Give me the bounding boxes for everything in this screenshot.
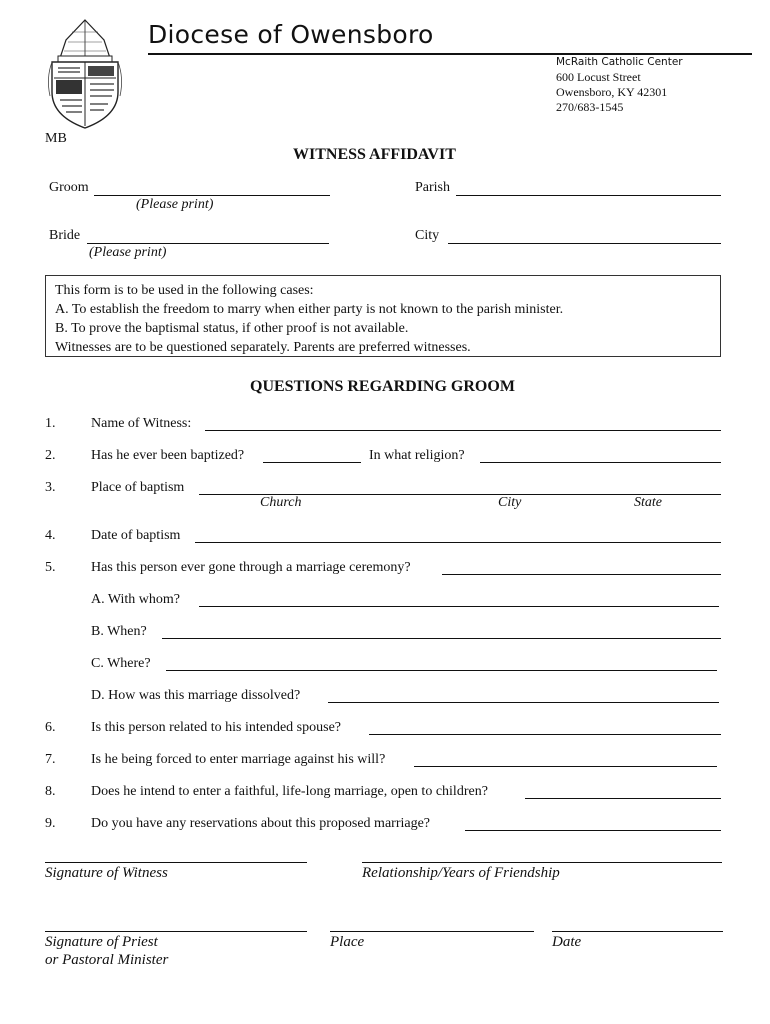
- priest-signature-line[interactable]: [45, 931, 307, 932]
- bride-label: Bride: [49, 228, 81, 243]
- instructions-line: A. To establish the freedom to marry when either party is not known to the parish minister.: [55, 302, 564, 317]
- with-whom-label: A. With whom?: [91, 592, 181, 607]
- address-line: McRaith Catholic Center: [556, 56, 683, 68]
- question-number: 2.: [45, 448, 56, 463]
- state-sublabel: State: [634, 495, 662, 510]
- page-title: Diocese of Owensboro: [148, 20, 434, 49]
- where-label: C. Where?: [91, 656, 151, 671]
- religion-label: In what religion?: [369, 448, 465, 463]
- related-label: Is this person related to his intended spouse?: [91, 720, 342, 735]
- prior-marriage-label: Has this person ever gone through a marriage ceremony?: [91, 560, 411, 575]
- baptism-place-label: Place of baptism: [91, 480, 185, 495]
- forced-label: Is he being forced to enter marriage against his will?: [91, 752, 386, 767]
- forced-field[interactable]: [414, 766, 717, 767]
- parish-field[interactable]: [456, 195, 721, 196]
- please-print-note: (Please print): [136, 197, 214, 212]
- question-number: 1.: [45, 416, 56, 431]
- witness-name-label: Name of Witness:: [91, 416, 192, 431]
- instructions-box: [45, 275, 721, 357]
- intention-label: Does he intend to enter a faithful, life-long marriage, open to children?: [91, 784, 488, 799]
- when-label: B. When?: [91, 624, 147, 639]
- religion-field[interactable]: [480, 462, 721, 463]
- related-field[interactable]: [369, 734, 721, 735]
- date-label: Date: [552, 934, 582, 950]
- intention-field[interactable]: [525, 798, 721, 799]
- address-block: [556, 55, 683, 115]
- witness-signature-line[interactable]: [45, 862, 307, 863]
- question-number: 4.: [45, 528, 56, 543]
- baptism-date-field[interactable]: [195, 542, 721, 543]
- place-line[interactable]: [330, 931, 534, 932]
- prior-marriage-field[interactable]: [442, 574, 721, 575]
- form-code: MB: [45, 131, 67, 146]
- reservations-field[interactable]: [465, 830, 721, 831]
- priest-signature-label: Signature of Priest: [45, 934, 158, 950]
- priest-signature-label-2: or Pastoral Minister: [45, 952, 169, 968]
- address-line: Owensboro, KY 42301: [556, 85, 668, 99]
- relationship-label: Relationship/Years of Friendship: [362, 865, 560, 881]
- address-line: 600 Locust Street: [556, 70, 641, 84]
- instructions-line: Witnesses are to be questioned separately. Parents are preferred witnesses.: [55, 340, 471, 355]
- witness-name-field[interactable]: [205, 430, 721, 431]
- question-number: 7.: [45, 752, 56, 767]
- address-line: 270/683-1545: [556, 100, 624, 114]
- parish-label: Parish: [415, 180, 450, 195]
- witness-signature-label: Signature of Witness: [45, 865, 168, 881]
- city-sublabel: City: [498, 495, 522, 510]
- date-line[interactable]: [552, 931, 723, 932]
- where-field[interactable]: [166, 670, 717, 671]
- dissolved-label: D. How was this marriage dissolved?: [91, 688, 301, 703]
- question-number: 8.: [45, 784, 56, 799]
- diocese-crest-logo: [44, 18, 126, 130]
- instructions-line: This form is to be used in the following cases:: [55, 283, 314, 298]
- please-print-note: (Please print): [89, 245, 167, 260]
- with-whom-field[interactable]: [199, 606, 719, 607]
- baptized-label: Has he ever been baptized?: [91, 448, 245, 463]
- groom-label: Groom: [49, 180, 89, 195]
- baptism-date-label: Date of baptism: [91, 528, 181, 543]
- city-field[interactable]: [448, 243, 721, 244]
- place-label: Place: [330, 934, 365, 950]
- groom-field[interactable]: [94, 195, 330, 196]
- city-label: City: [415, 228, 440, 243]
- relationship-line[interactable]: [362, 862, 722, 863]
- reservations-label: Do you have any reservations about this proposed marriage?: [91, 816, 431, 831]
- question-number: 5.: [45, 560, 56, 575]
- question-number: 9.: [45, 816, 56, 831]
- church-sublabel: Church: [260, 495, 302, 510]
- question-number: 3.: [45, 480, 56, 495]
- when-field[interactable]: [162, 638, 721, 639]
- section-title: QUESTIONS REGARDING GROOM: [250, 378, 515, 395]
- instructions-line: B. To prove the baptismal status, if other proof is not available.: [55, 321, 409, 336]
- baptized-field[interactable]: [263, 462, 361, 463]
- question-number: 6.: [45, 720, 56, 735]
- bride-field[interactable]: [87, 243, 329, 244]
- dissolved-field[interactable]: [328, 702, 719, 703]
- form-title: WITNESS AFFIDAVIT: [293, 146, 456, 163]
